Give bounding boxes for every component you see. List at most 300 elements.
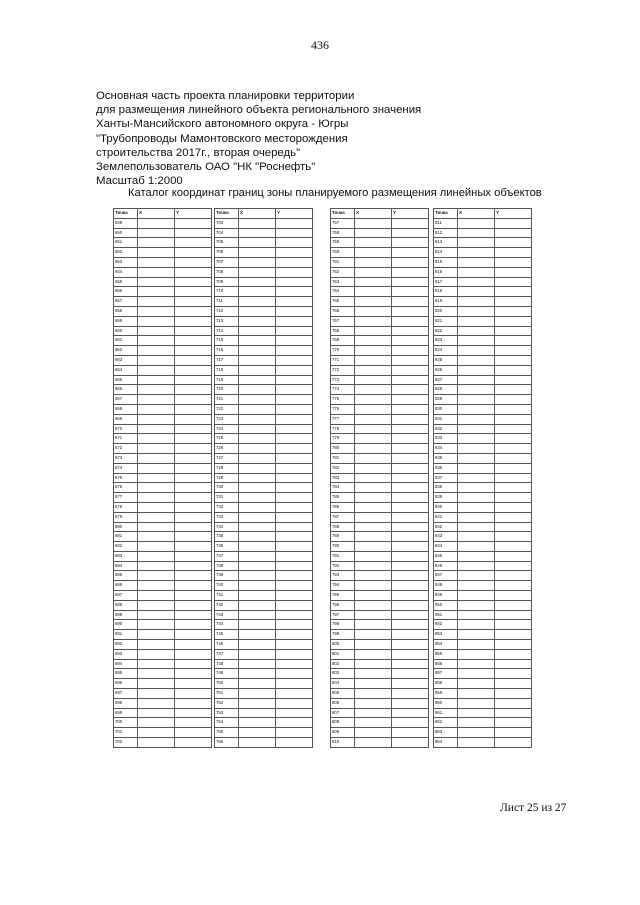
table-row <box>331 257 429 267</box>
y-coordinate <box>175 728 212 738</box>
y-coordinate <box>276 689 313 699</box>
table-row <box>215 659 313 669</box>
table-row <box>434 297 532 307</box>
x-coordinate <box>458 463 495 473</box>
point-number: 746 <box>215 640 239 650</box>
x-coordinate <box>239 620 276 630</box>
column-header: Y <box>392 209 429 219</box>
x-coordinate <box>355 581 392 591</box>
table-row <box>434 689 532 699</box>
point-number: 650 <box>114 228 138 238</box>
point-number: 855 <box>434 649 458 659</box>
x-coordinate <box>458 385 495 395</box>
point-number: 854 <box>434 640 458 650</box>
x-coordinate <box>458 414 495 424</box>
x-coordinate <box>458 610 495 620</box>
table-row <box>114 561 212 571</box>
y-coordinate <box>495 728 532 738</box>
point-number: 761 <box>331 257 355 267</box>
point-number: 850 <box>434 600 458 610</box>
x-coordinate <box>239 287 276 297</box>
table-row <box>331 738 429 748</box>
point-number: 713 <box>215 316 239 326</box>
y-coordinate <box>175 532 212 542</box>
x-coordinate <box>138 395 175 405</box>
y-coordinate <box>276 395 313 405</box>
y-coordinate <box>276 346 313 356</box>
y-coordinate <box>276 679 313 689</box>
x-coordinate <box>239 649 276 659</box>
x-coordinate <box>138 277 175 287</box>
y-coordinate <box>175 581 212 591</box>
table-row <box>114 287 212 297</box>
point-number: 778 <box>331 424 355 434</box>
point-number: 849 <box>434 591 458 601</box>
table-row <box>331 385 429 395</box>
table-row <box>434 532 532 542</box>
table-row <box>114 473 212 483</box>
y-coordinate <box>495 248 532 258</box>
table-row <box>114 453 212 463</box>
x-coordinate <box>138 228 175 238</box>
y-coordinate <box>392 738 429 748</box>
y-coordinate <box>175 395 212 405</box>
point-number: 780 <box>331 444 355 454</box>
table-row <box>434 561 532 571</box>
y-coordinate <box>392 336 429 346</box>
table-row <box>215 718 313 728</box>
y-coordinate <box>495 591 532 601</box>
point-number: 725 <box>215 434 239 444</box>
y-coordinate <box>276 581 313 591</box>
x-coordinate <box>138 326 175 336</box>
x-coordinate <box>355 591 392 601</box>
table-row <box>215 698 313 708</box>
table-row <box>215 522 313 532</box>
point-number: 700 <box>114 718 138 728</box>
table-row <box>215 512 313 522</box>
point-number: 801 <box>331 649 355 659</box>
point-number: 764 <box>331 287 355 297</box>
point-number: 712 <box>215 306 239 316</box>
point-number: 859 <box>434 689 458 699</box>
point-number: 811 <box>434 218 458 228</box>
point-number: 813 <box>434 238 458 248</box>
table-row <box>114 306 212 316</box>
y-coordinate <box>392 649 429 659</box>
y-coordinate <box>495 689 532 699</box>
y-coordinate <box>276 365 313 375</box>
y-coordinate <box>392 228 429 238</box>
table-row <box>434 444 532 454</box>
table-row <box>114 385 212 395</box>
y-coordinate <box>495 581 532 591</box>
table-row <box>331 306 429 316</box>
table-row <box>434 228 532 238</box>
table-row <box>215 404 313 414</box>
point-number: 697 <box>114 689 138 699</box>
y-coordinate <box>495 424 532 434</box>
x-coordinate <box>355 463 392 473</box>
y-coordinate <box>175 346 212 356</box>
y-coordinate <box>276 483 313 493</box>
x-coordinate <box>138 297 175 307</box>
table-row <box>215 463 313 473</box>
table-row <box>434 434 532 444</box>
point-number: 738 <box>215 561 239 571</box>
y-coordinate <box>392 277 429 287</box>
table-row <box>114 375 212 385</box>
x-coordinate <box>138 316 175 326</box>
x-coordinate <box>239 600 276 610</box>
point-number: 733 <box>215 512 239 522</box>
column-header: X <box>239 209 276 219</box>
point-number: 763 <box>331 277 355 287</box>
table-row <box>215 228 313 238</box>
x-coordinate <box>138 738 175 748</box>
table-row <box>434 326 532 336</box>
column-header: Точка <box>215 209 239 219</box>
x-coordinate <box>239 316 276 326</box>
point-number: 815 <box>434 257 458 267</box>
coordinate-table <box>214 208 313 748</box>
x-coordinate <box>239 395 276 405</box>
point-number: 807 <box>331 708 355 718</box>
y-coordinate <box>495 385 532 395</box>
table-row <box>331 434 429 444</box>
point-number: 706 <box>215 248 239 258</box>
table-row <box>215 571 313 581</box>
x-coordinate <box>239 257 276 267</box>
point-number: 777 <box>331 414 355 424</box>
point-number: 862 <box>434 718 458 728</box>
point-number: 740 <box>215 581 239 591</box>
point-number: 749 <box>215 669 239 679</box>
y-coordinate <box>175 630 212 640</box>
y-coordinate <box>392 669 429 679</box>
point-number: 667 <box>114 395 138 405</box>
y-coordinate <box>276 718 313 728</box>
x-coordinate <box>458 316 495 326</box>
point-number: 824 <box>434 346 458 356</box>
point-number: 823 <box>434 336 458 346</box>
y-coordinate <box>175 483 212 493</box>
point-number: 696 <box>114 679 138 689</box>
point-number: 688 <box>114 600 138 610</box>
table-row <box>114 424 212 434</box>
y-coordinate <box>392 502 429 512</box>
x-coordinate <box>355 306 392 316</box>
point-number: 796 <box>331 600 355 610</box>
x-coordinate <box>355 287 392 297</box>
x-coordinate <box>458 493 495 503</box>
x-coordinate <box>355 669 392 679</box>
y-coordinate <box>276 542 313 552</box>
table-row <box>114 336 212 346</box>
x-coordinate <box>239 453 276 463</box>
point-number: 683 <box>114 551 138 561</box>
y-coordinate <box>276 385 313 395</box>
coordinate-table <box>330 208 429 748</box>
point-number: 805 <box>331 689 355 699</box>
point-number: 657 <box>114 297 138 307</box>
table-row <box>215 640 313 650</box>
point-number: 788 <box>331 522 355 532</box>
y-coordinate <box>276 453 313 463</box>
column-header: X <box>458 209 495 219</box>
table-row <box>114 698 212 708</box>
table-row <box>215 365 313 375</box>
y-coordinate <box>392 444 429 454</box>
point-number: 857 <box>434 669 458 679</box>
table-row <box>215 483 313 493</box>
y-coordinate <box>495 669 532 679</box>
table-header-row <box>331 209 429 219</box>
y-coordinate <box>392 306 429 316</box>
point-number: 782 <box>331 463 355 473</box>
x-coordinate <box>458 267 495 277</box>
y-coordinate <box>495 395 532 405</box>
table-row <box>114 659 212 669</box>
x-coordinate <box>239 581 276 591</box>
x-coordinate <box>138 620 175 630</box>
table-row <box>434 551 532 561</box>
point-number: 718 <box>215 365 239 375</box>
y-coordinate <box>175 522 212 532</box>
y-coordinate <box>392 385 429 395</box>
point-number: 715 <box>215 336 239 346</box>
table-row <box>331 444 429 454</box>
x-coordinate <box>239 267 276 277</box>
y-coordinate <box>392 434 429 444</box>
point-number: 682 <box>114 542 138 552</box>
x-coordinate <box>355 630 392 640</box>
x-coordinate <box>239 679 276 689</box>
x-coordinate <box>458 532 495 542</box>
y-coordinate <box>175 267 212 277</box>
table-row <box>114 493 212 503</box>
x-coordinate <box>138 218 175 228</box>
x-coordinate <box>355 640 392 650</box>
x-coordinate <box>355 326 392 336</box>
table-row <box>434 640 532 650</box>
x-coordinate <box>458 718 495 728</box>
x-coordinate <box>138 659 175 669</box>
table-row <box>434 493 532 503</box>
y-coordinate <box>276 512 313 522</box>
table-row <box>114 267 212 277</box>
table-row <box>114 355 212 365</box>
y-coordinate <box>392 316 429 326</box>
y-coordinate <box>175 591 212 601</box>
x-coordinate <box>458 512 495 522</box>
x-coordinate <box>458 659 495 669</box>
y-coordinate <box>175 669 212 679</box>
y-coordinate <box>175 297 212 307</box>
x-coordinate <box>458 679 495 689</box>
y-coordinate <box>175 277 212 287</box>
table-row <box>331 326 429 336</box>
y-coordinate <box>392 718 429 728</box>
x-coordinate <box>138 610 175 620</box>
table-row <box>434 385 532 395</box>
point-number: 774 <box>331 385 355 395</box>
point-number: 808 <box>331 718 355 728</box>
point-number: 797 <box>331 610 355 620</box>
y-coordinate <box>175 238 212 248</box>
point-number: 698 <box>114 698 138 708</box>
y-coordinate <box>495 659 532 669</box>
point-number: 673 <box>114 453 138 463</box>
table-row <box>114 297 212 307</box>
x-coordinate <box>458 444 495 454</box>
y-coordinate <box>175 444 212 454</box>
table-row <box>434 649 532 659</box>
point-number: 723 <box>215 414 239 424</box>
point-number: 714 <box>215 326 239 336</box>
point-number: 757 <box>331 218 355 228</box>
x-coordinate <box>239 346 276 356</box>
y-coordinate <box>392 414 429 424</box>
x-coordinate <box>458 698 495 708</box>
table-row <box>114 228 212 238</box>
header-line: Масштаб 1:2000 <box>96 175 183 188</box>
y-coordinate <box>276 355 313 365</box>
y-coordinate <box>175 493 212 503</box>
table-row <box>434 522 532 532</box>
x-coordinate <box>355 600 392 610</box>
table-row <box>331 473 429 483</box>
point-number: 829 <box>434 395 458 405</box>
x-coordinate <box>355 444 392 454</box>
table-row <box>215 532 313 542</box>
table-row <box>434 463 532 473</box>
x-coordinate <box>355 689 392 699</box>
point-number: 833 <box>434 434 458 444</box>
x-coordinate <box>355 610 392 620</box>
y-coordinate <box>276 708 313 718</box>
x-coordinate <box>355 473 392 483</box>
x-coordinate <box>239 238 276 248</box>
table-row <box>215 600 313 610</box>
table-row <box>114 679 212 689</box>
table-row <box>434 355 532 365</box>
x-coordinate <box>239 218 276 228</box>
point-number: 754 <box>215 718 239 728</box>
table-row <box>331 728 429 738</box>
table-row <box>215 385 313 395</box>
sheet-footer: Лист 25 из 27 <box>500 802 567 814</box>
table-row <box>331 238 429 248</box>
table-row <box>331 277 429 287</box>
page-number: 436 <box>311 38 329 52</box>
point-number: 679 <box>114 512 138 522</box>
point-number: 666 <box>114 385 138 395</box>
x-coordinate <box>458 365 495 375</box>
coordinate-table <box>113 208 212 748</box>
point-number: 779 <box>331 434 355 444</box>
table-row <box>434 630 532 640</box>
table-row <box>215 473 313 483</box>
header-line: Ханты-Мансийского автономного округа - Югры <box>96 118 349 131</box>
table-row <box>114 483 212 493</box>
point-number: 717 <box>215 355 239 365</box>
table-row <box>434 316 532 326</box>
x-coordinate <box>239 404 276 414</box>
y-coordinate <box>175 698 212 708</box>
header-line: Землепользователь ОАО "НК "Роснефть" <box>96 161 316 174</box>
x-coordinate <box>458 591 495 601</box>
table-row <box>331 502 429 512</box>
y-coordinate <box>175 571 212 581</box>
x-coordinate <box>138 718 175 728</box>
x-coordinate <box>239 708 276 718</box>
x-coordinate <box>355 238 392 248</box>
table-row <box>215 738 313 748</box>
y-coordinate <box>175 463 212 473</box>
y-coordinate <box>276 326 313 336</box>
y-coordinate <box>495 287 532 297</box>
point-number: 838 <box>434 483 458 493</box>
document-header <box>96 89 566 188</box>
x-coordinate <box>239 473 276 483</box>
x-coordinate <box>138 630 175 640</box>
table-row <box>114 248 212 258</box>
y-coordinate <box>495 542 532 552</box>
x-coordinate <box>138 287 175 297</box>
point-number: 710 <box>215 287 239 297</box>
table-row <box>114 689 212 699</box>
point-number: 768 <box>331 326 355 336</box>
x-coordinate <box>138 248 175 258</box>
x-coordinate <box>239 630 276 640</box>
point-number: 691 <box>114 630 138 640</box>
point-number: 752 <box>215 698 239 708</box>
table-row <box>215 453 313 463</box>
x-coordinate <box>239 444 276 454</box>
point-number: 841 <box>434 512 458 522</box>
point-number: 786 <box>331 502 355 512</box>
point-number: 669 <box>114 414 138 424</box>
point-number: 734 <box>215 522 239 532</box>
x-coordinate <box>138 346 175 356</box>
table-row <box>114 640 212 650</box>
point-number: 828 <box>434 385 458 395</box>
y-coordinate <box>495 355 532 365</box>
y-coordinate <box>392 659 429 669</box>
point-number: 702 <box>114 738 138 748</box>
table-row <box>114 404 212 414</box>
y-coordinate <box>276 502 313 512</box>
table-header-row <box>434 209 532 219</box>
y-coordinate <box>175 404 212 414</box>
table-row <box>215 444 313 454</box>
table-row <box>331 395 429 405</box>
x-coordinate <box>138 522 175 532</box>
point-number: 837 <box>434 473 458 483</box>
y-coordinate <box>392 375 429 385</box>
y-coordinate <box>392 453 429 463</box>
table-row <box>331 336 429 346</box>
point-number: 687 <box>114 591 138 601</box>
point-number: 818 <box>434 287 458 297</box>
x-coordinate <box>355 551 392 561</box>
table-row <box>434 728 532 738</box>
table-row <box>114 346 212 356</box>
y-coordinate <box>495 649 532 659</box>
y-coordinate <box>276 248 313 258</box>
table-row <box>215 610 313 620</box>
